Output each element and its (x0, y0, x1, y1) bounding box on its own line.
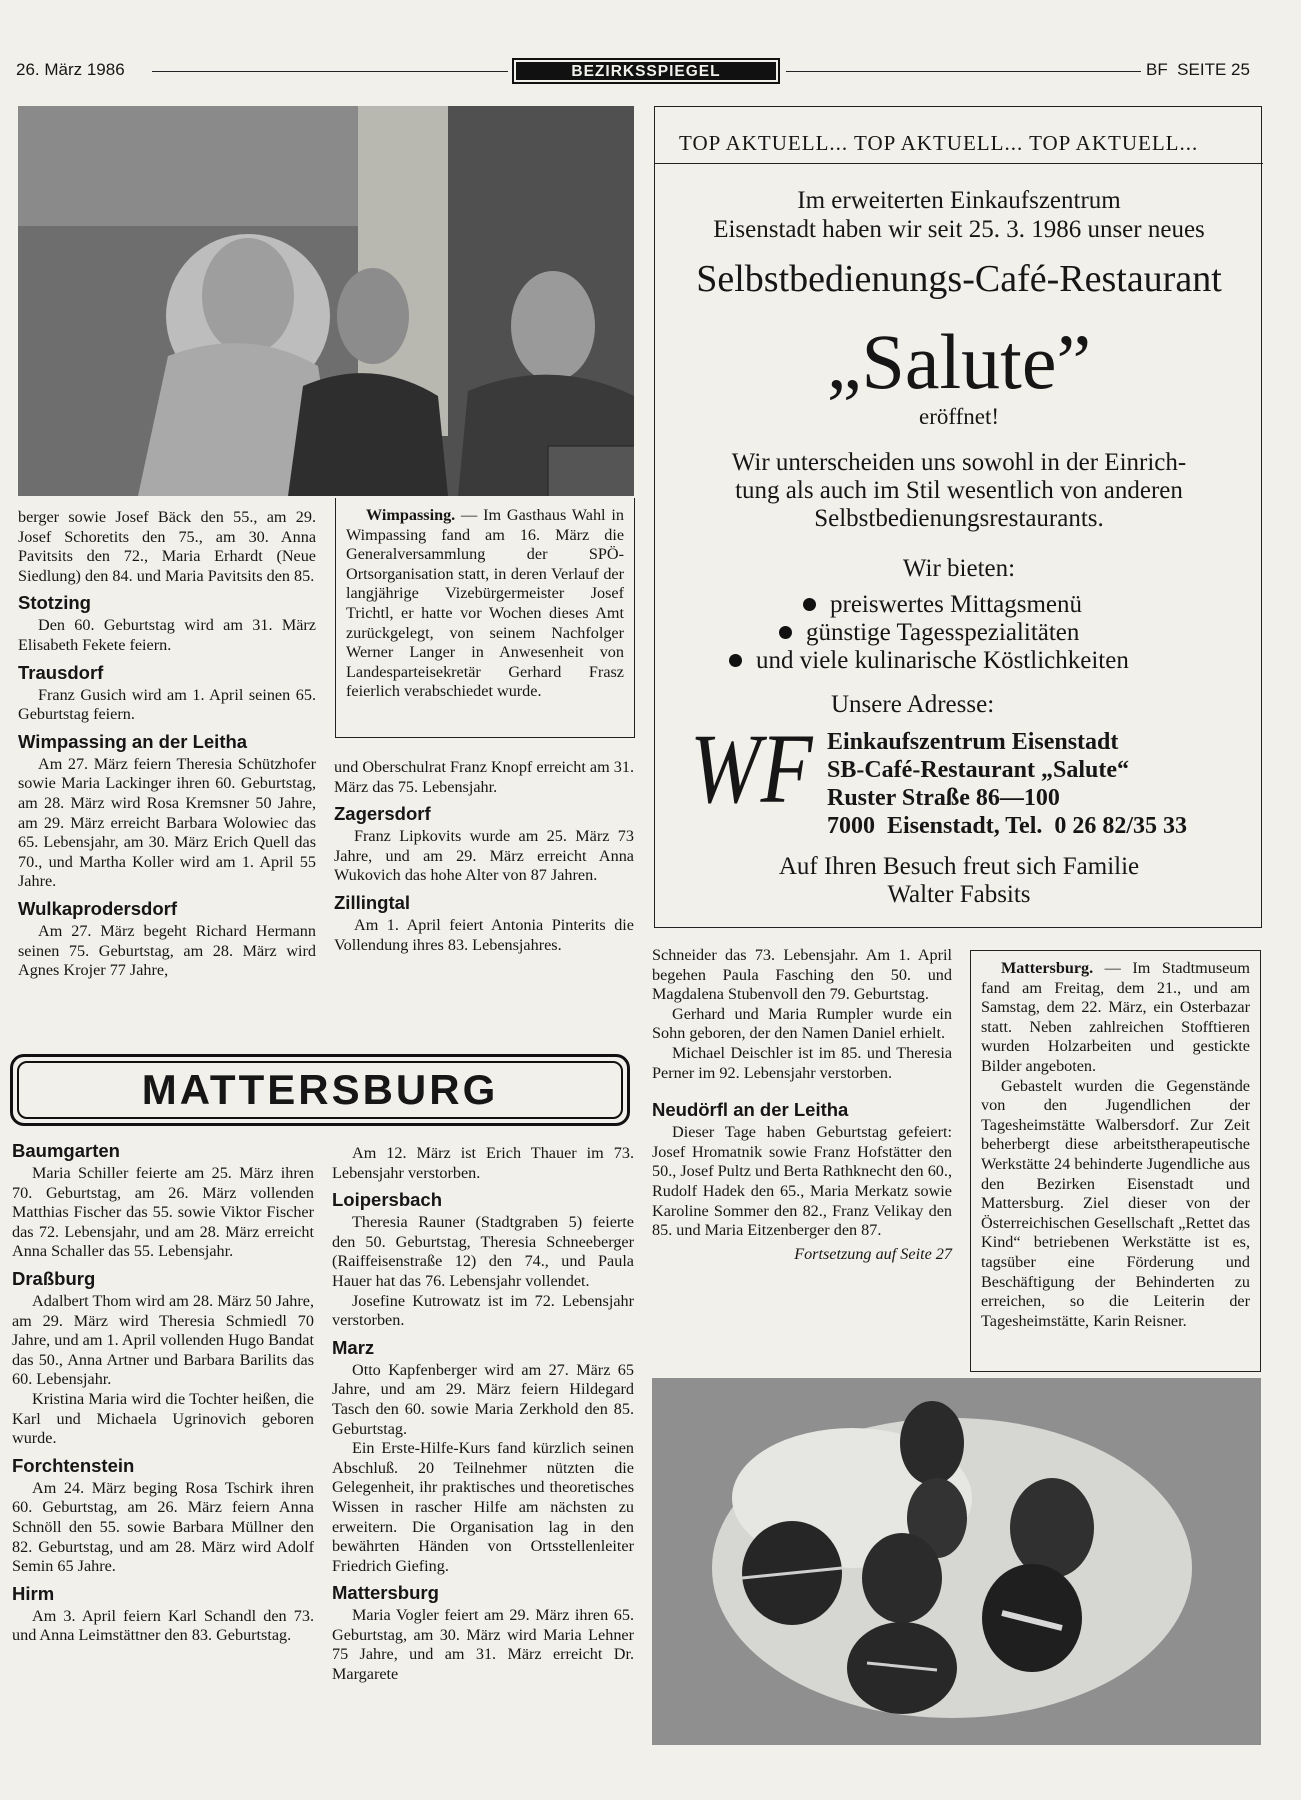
advertisement-salute (654, 106, 1262, 928)
article-knopf: und Oberschulrat Franz Knopf erreicht am 31. März das 75. Lebensjahr. (334, 758, 634, 796)
article-schneider: Schneider das 73. Lebensjahr. Am 1. April begehen Paula Fasching den 50. und Magdalena Stubenvoll den 79. Geburtstag. (652, 946, 952, 1004)
ad-wf-logo: WF (689, 713, 813, 824)
box-wimpassing-text (346, 506, 624, 702)
header-rule-right (786, 71, 1141, 72)
photo-handshake (18, 106, 634, 496)
section-title (512, 58, 780, 84)
column-mattersburg-2 (332, 1144, 634, 1685)
ad-address-3: Ruster Straße 86—100 (827, 785, 1060, 811)
section-title-label: BEZIRKSSPIEGEL (516, 62, 776, 80)
mattersburg-banner-label: MATTERSBURG (141, 1066, 499, 1113)
heading-marz: Marz (332, 1336, 375, 1358)
ad-thanks1: Auf Ihren Besuch freut sich Familie (778, 853, 1140, 880)
ad-offer-2 (779, 619, 1079, 647)
bullet-icon (729, 654, 742, 667)
article-baumgarten: Maria Schiller feierte am 25. März ihren 70. Geburtstag, am 26. März vollenden Matthias Fischer das 55. sowie Viktor Fischer das 72. Lebensjahr, und am 28. März erreicht Anna Schaller das 55. Lebensjahr. (12, 1164, 314, 1261)
ad-opened: eröffnet! (918, 404, 1000, 429)
article-loipersbach: Theresia Rauner (Stadtgraben 5) feierte den 50. Geburtstag, Theresia Schneeberger (Raiffeisenstraße 12) den 74., und Paula Hauer hat das 76. Lebensjahr vollendet. (332, 1213, 634, 1290)
box-wimpassing-body: — Im Gasthaus Wahl in Wimpassing fand am 16. März die Generalversammlung der SPÖ-Ortsorganisation statt, in deren Verlauf der langjährige Vizebürgermeister Josef Trichtl, er hatte vor Wochen dieses Amt zurückgelegt, von seinem Nachfolger Werner Langer in Anwesenheit von Landesparteisekretär Gerhard Frasz feierlich verabschiedet wurde. (346, 506, 624, 701)
box-wimpassing-lead: Wimpassing. (366, 506, 456, 524)
heading-hirm: Hirm (12, 1582, 55, 1604)
mattersburg-banner (10, 1054, 630, 1126)
bullet-icon (779, 626, 792, 639)
header-page: BF SEITE 25 (1146, 60, 1250, 79)
article-neudoerfl: Dieser Tage haben Geburtstag gefeiert: Josef Hromatnik sowie Franz Hofstätter den 50., Josef Pultz und Berta Rathknecht den 60., Rudolf Hadek den 65., Maria Merkatz sowie Karoline Sommer den 82., Franz Velikay den 85. und Maria Eitzenberger den 87. (652, 1123, 952, 1240)
ad-line2: Eisenstadt haben wir seit 25. 3. 1986 unser neues (713, 216, 1205, 243)
ad-offer-3 (729, 647, 1129, 675)
column-mattersburg-1 (12, 1140, 314, 1646)
ad-top-banner: TOP AKTUELL... TOP AKTUELL... TOP AKTUELL... (679, 131, 1199, 155)
heading-zagersdorf: Zagersdorf (334, 803, 431, 825)
column-eisenstadt-left (18, 508, 316, 981)
article-trausdorf: Franz Gusich wird am 1. April seinen 65. Geburtstag feiern. (18, 685, 316, 724)
article-zillingtal: Am 1. April feiert Antonia Pinterits die Vollendung ihres 83. Lebensjahres. (334, 915, 634, 954)
article-loipersbach-2: Josefine Kutrowatz ist im 72. Lebensjahr verstorben. (332, 1291, 634, 1330)
article-marz-2: Ein Erste-Hilfe-Kurs fand kürzlich seinen Abschluß. 20 Teilnehmer nützten die Gelegenheit, ihr praktisches und theoretisches Wissen in rascher Hilfe am nächsten zu erweitern. Die Organisation lag in den bewährten Händen von Ortsstellenleiter Friedrich Giefing. (332, 1439, 634, 1575)
heading-zillingtal: Zillingtal (334, 891, 411, 913)
header-date: 26. März 1986 (16, 60, 125, 79)
ad-offer-heading: Wir bieten: (902, 555, 1016, 582)
photo-easter-eggs (652, 1378, 1261, 1745)
heading-drassburg: Draßburg (12, 1267, 96, 1289)
box-wimpassing (335, 498, 635, 738)
article-forchtenstein: Am 24. März beging Rosa Tschirk ihren 60. Geburtstag, am 26. März feiern Anna Schnöll den 55. sowie Barbara Müllner den 82. Geburtstag, und am 28. März wird Adolf Semin 65 Jahre. (12, 1478, 314, 1576)
article-zagersdorf: Franz Lipkovits wurde am 25. März 73 Jahre, und am 29. März erreicht Anna Wukovich das hohe Alter von 87 Jahren. (334, 827, 634, 885)
heading-wimpassing: Wimpassing an der Leitha (18, 730, 248, 752)
ad-address-4: 7000 Eisenstadt, Tel. 0 26 82/35 33 (827, 813, 1188, 839)
article-rumpler: Gerhard und Maria Rumpler wurde ein Sohn geboren, der den Namen Daniel erhielt. (652, 1004, 952, 1043)
ad-top-rule (655, 163, 1263, 164)
ad-diff1: Wir unterscheiden uns sowohl in der Einrich- (731, 449, 1187, 476)
ad-diff3: Selbstbedienungsrestaurants. (814, 505, 1104, 532)
ad-offer-1 (803, 591, 1082, 619)
article-drassburg: Adalbert Thom wird am 28. März 50 Jahre, am 29. März wird Theresia Schmiedl 70 Jahre, und am 1. April vollenden Hugo Bandat das 50., Anna Artner und Barbara Barilits das 60. Lebensjahr. (12, 1291, 314, 1389)
article-deischler: Michael Deischler ist im 85. und Theresia Perner im 92. Lebensjahr verstorben. (652, 1043, 952, 1082)
heading-neudoerfl: Neudörfl an der Leitha (652, 1099, 849, 1121)
heading-wulkaprodersdorf: Wulkaprodersdorf (18, 897, 177, 919)
article-drassburg-2: Kristina Maria wird die Tochter heißen, die Karl und Michaela Ugrinovich geboren wurde. (12, 1389, 314, 1448)
article-hirm: Am 3. April feiern Karl Schandl den 73. und Anna Leimstättner den 83. Geburtstag. (12, 1606, 314, 1645)
ad-diff2: tung als auch im Stil wesentlich von anderen (735, 477, 1183, 504)
box-mattersburg-body: — Im Stadtmuseum fand am Freitag, dem 21., und am Samstag, dem 22. März, ein Osterbazar statt. Neben zahlreichen Stofftieren wurden Holzarbeiten und gestickte Bilder angeboten. (981, 959, 1250, 1075)
ad-restaurant-name: Selbstbedienungs-Café-Restaurant (696, 258, 1222, 300)
ad-salute-logo: „Salute” (826, 318, 1092, 405)
ad-address-label: Unsere Adresse: (831, 691, 995, 718)
heading-stotzing: Stotzing (18, 592, 91, 614)
box-mattersburg-lead: Mattersburg. (1001, 959, 1094, 977)
article-mattersburg: Maria Vogler feiert am 29. März ihren 65. Geburtstag, am 30. März wird Maria Lehner 75 Jahre, und am 31. März erreicht Dr. Margarete (332, 1606, 634, 1684)
heading-trausdorf: Trausdorf (18, 661, 104, 683)
bullet-icon (803, 598, 816, 611)
article-wimpassing: Am 27. März feiern Theresia Schützhofer sowie Maria Lackinger ihren 60. Geburtstag, am 28. März wird Rosa Kremsner 50 Jahre, am 29. März erreicht Barbara Wolowiec das 65. Lebensjahr, am 30. März Erich Quell das 70., und Martha Koller wird am 1. April 55 Jahre. (18, 754, 316, 891)
article-wulkaprodersdorf: Am 27. März begeht Richard Hermann seinen 75. Geburtstag, am 28. März wird Agnes Krojer 77 Jahre, (18, 921, 316, 980)
photo-handshake-image (18, 106, 634, 496)
article-marz: Otto Kapfenberger wird am 27. März 65 Jahre, und am 29. März feiern Hildegard Tasch den 60. sowie Maria Zerkhold den 85. Geburtstag. (332, 1360, 634, 1438)
heading-loipersbach: Loipersbach (332, 1189, 442, 1211)
box-mattersburg-text2: Gebastelt wurden die Gegenstände von den Jugendlichen der Tagesheimstätte Walbersdorf. Zur Zeit beherbergt diese arbeitstherapeutische Werkstätte 24 behinderte Jugendliche aus den Bezirken Eisenstadt und Mattersburg. Ziel dieser von der Österreichischen Gesellschaft „Rettet das Kind“ betriebenen Werkstätte ist es, tagsüber eine Förderung und Beschäftigung der Behinderten zu erreichen, so die Leiterin der Tagesheimstätte, Karin Reisner. (981, 1076, 1250, 1330)
ad-offer-3-text: und viele kulinarische Köstlichkeiten (756, 647, 1129, 674)
article-intro: berger sowie Josef Bäck den 55., am 29. Josef Schoretits den 75., am 30. Anna Pavitsits den 72., Maria Erhardt (Neue Siedlung) den 84. und Maria Pavitsits den 85. (18, 508, 316, 585)
ad-address-1: Einkaufszentrum Eisenstadt (827, 729, 1119, 755)
heading-baumgarten: Baumgarten (12, 1140, 120, 1161)
heading-mattersburg: Mattersburg (332, 1582, 439, 1604)
photo-easter-eggs-image (652, 1378, 1261, 1745)
ad-offer-1-text: preiswertes Mittagsmenü (830, 591, 1083, 618)
ad-line1: Im erweiterten Einkaufszentrum (797, 187, 1121, 214)
continued-note: Fortsetzung auf Seite 27 (794, 1244, 952, 1263)
article-thauer: Am 12. März ist Erich Thauer im 73. Lebensjahr verstorben. (332, 1144, 634, 1182)
box-mattersburg (970, 950, 1261, 1372)
heading-forchtenstein: Forchtenstein (12, 1454, 135, 1476)
ad-address-2: SB-Café-Restaurant „Salute“ (827, 757, 1129, 783)
box-mattersburg-text (981, 959, 1250, 1077)
mattersburg-banner-inner (17, 1061, 623, 1119)
ad-offer-2-text: günstige Tagesspezialitäten (806, 619, 1080, 646)
header-rule-left (152, 71, 508, 72)
column-eisenstadt-right (334, 758, 634, 955)
ad-thanks2: Walter Fabsits (887, 881, 1031, 908)
article-stotzing: Den 60. Geburtstag wird am 31. März Elisabeth Fekete feiern. (18, 616, 316, 654)
column-mattersburg-right (652, 946, 952, 1264)
